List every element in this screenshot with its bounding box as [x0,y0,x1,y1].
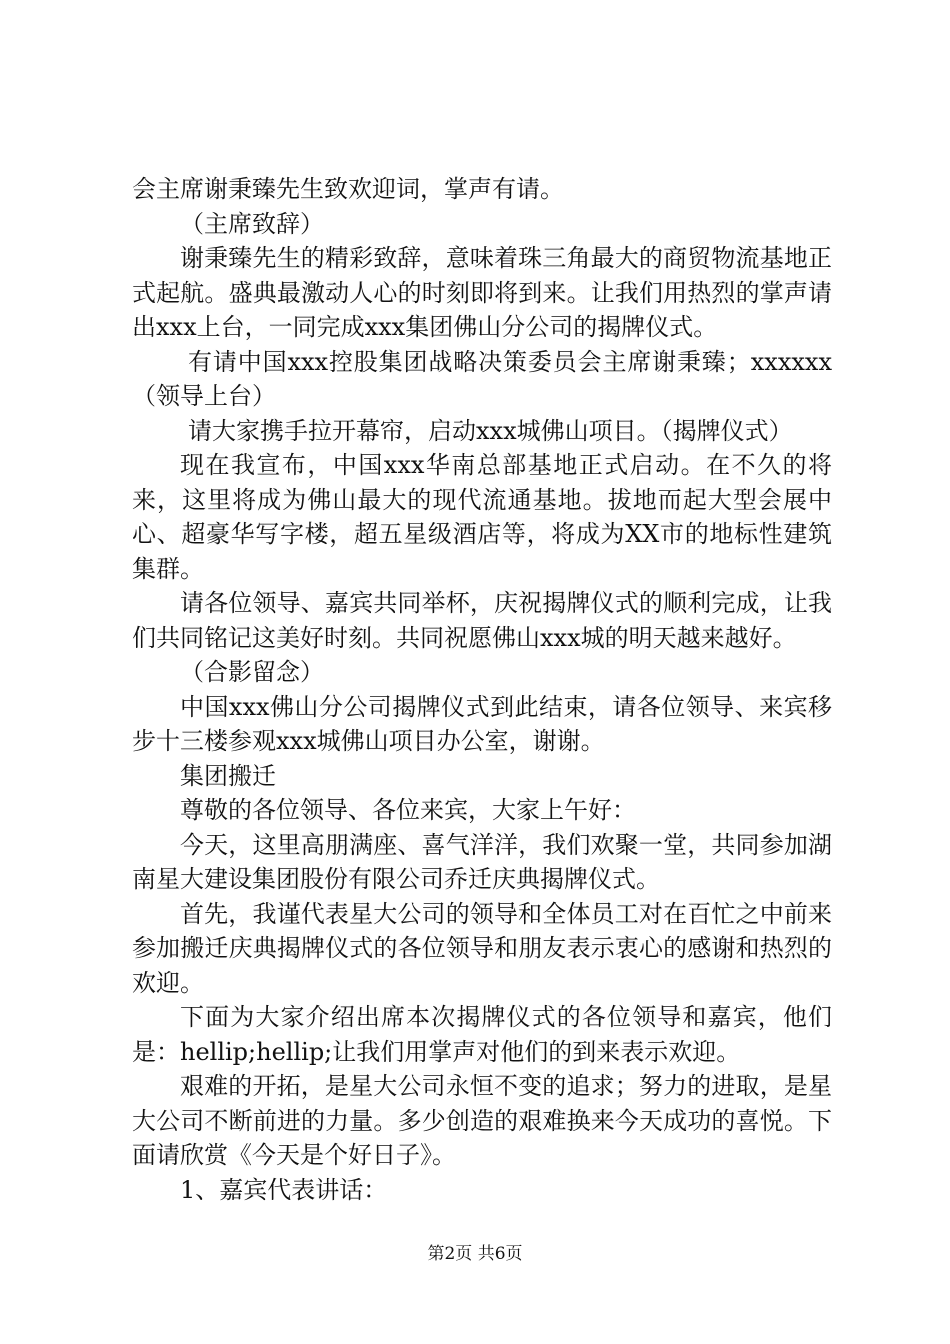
document-body [132,172,832,1207]
paragraph-9: 集团搬迁 [180,761,276,790]
paragraph-6: 请各位领导、嘉宾共同举杯，庆祝揭牌仪式的顺利完成，让我们共同铭记这美好时刻。共同祝愿佛山xxx城的明天越来越好。 [132,589,832,652]
paragraph-12: 首先，我谨代表星大公司的领导和全体员工对在百忙之中前来参加搬迁庆典揭牌仪式的各位领导和朋友表示衷心的感谢和热烈的欢迎。 [132,899,832,997]
paragraph-5: 现在我宣布，中国xxx华南总部基地正式启动。在不久的将来，这里将成为佛山最大的现代流通基地。拔地而起大型会展中心、超豪华写字楼，超五星级酒店等，将成为XX市的地标性建筑集群。 [132,451,832,583]
paragraph-13: 下面为大家介绍出席本次揭牌仪式的各位领导和嘉宾，他们是：hellip;hellip;让我们用掌声对他们的到来表示欢迎。 [132,1003,832,1066]
paragraph-4: 请大家携手拉开幕帘，启动xxx城佛山项目。（揭牌仪式） [188,416,793,445]
paragraph-7: （合影留念） [180,658,324,686]
paragraph-8: 中国xxx佛山分公司揭牌仪式到此结束，请各位领导、来宾移步十三楼参观xxx城佛山项目办公室，谢谢。 [132,692,832,755]
paragraph-14: 艰难的开拓，是星大公司永恒不变的追求；努力的进取，是星大公司不断前进的力量。多少创造的艰难换来今天成功的喜悦。下面请欣赏《今天是个好日子》。 [132,1072,832,1169]
paragraph-15: 1、嘉宾代表讲话： [180,1175,388,1204]
paragraph-1: （主席致辞） [180,209,324,238]
paragraph-2: 谢秉臻先生的精彩致辞，意味着珠三角最大的商贸物流基地正式起航。盛典最激动人心的时刻即将到来。让我们用热烈的掌声请出xxx上台，一同完成xxx集团佛山分公司的揭牌仪式。 [132,244,832,341]
page-number-footer: 第2页 共6页 [427,1244,523,1264]
paragraph-3: 有请中国xxx控股集团战略决策委员会主席谢秉臻；xxxxxx（领导上台） [132,347,832,410]
paragraph-0: 会主席谢秉臻先生致欢迎词，掌声有请。 [132,175,564,203]
paragraph-11: 今天，这里高朋满座、喜气洋洋，我们欢聚一堂，共同参加湖南星大建设集团股份有限公司乔迁庆典揭牌仪式。 [132,830,832,893]
paragraph-10: 尊敬的各位领导、各位来宾，大家上午好： [180,796,636,824]
